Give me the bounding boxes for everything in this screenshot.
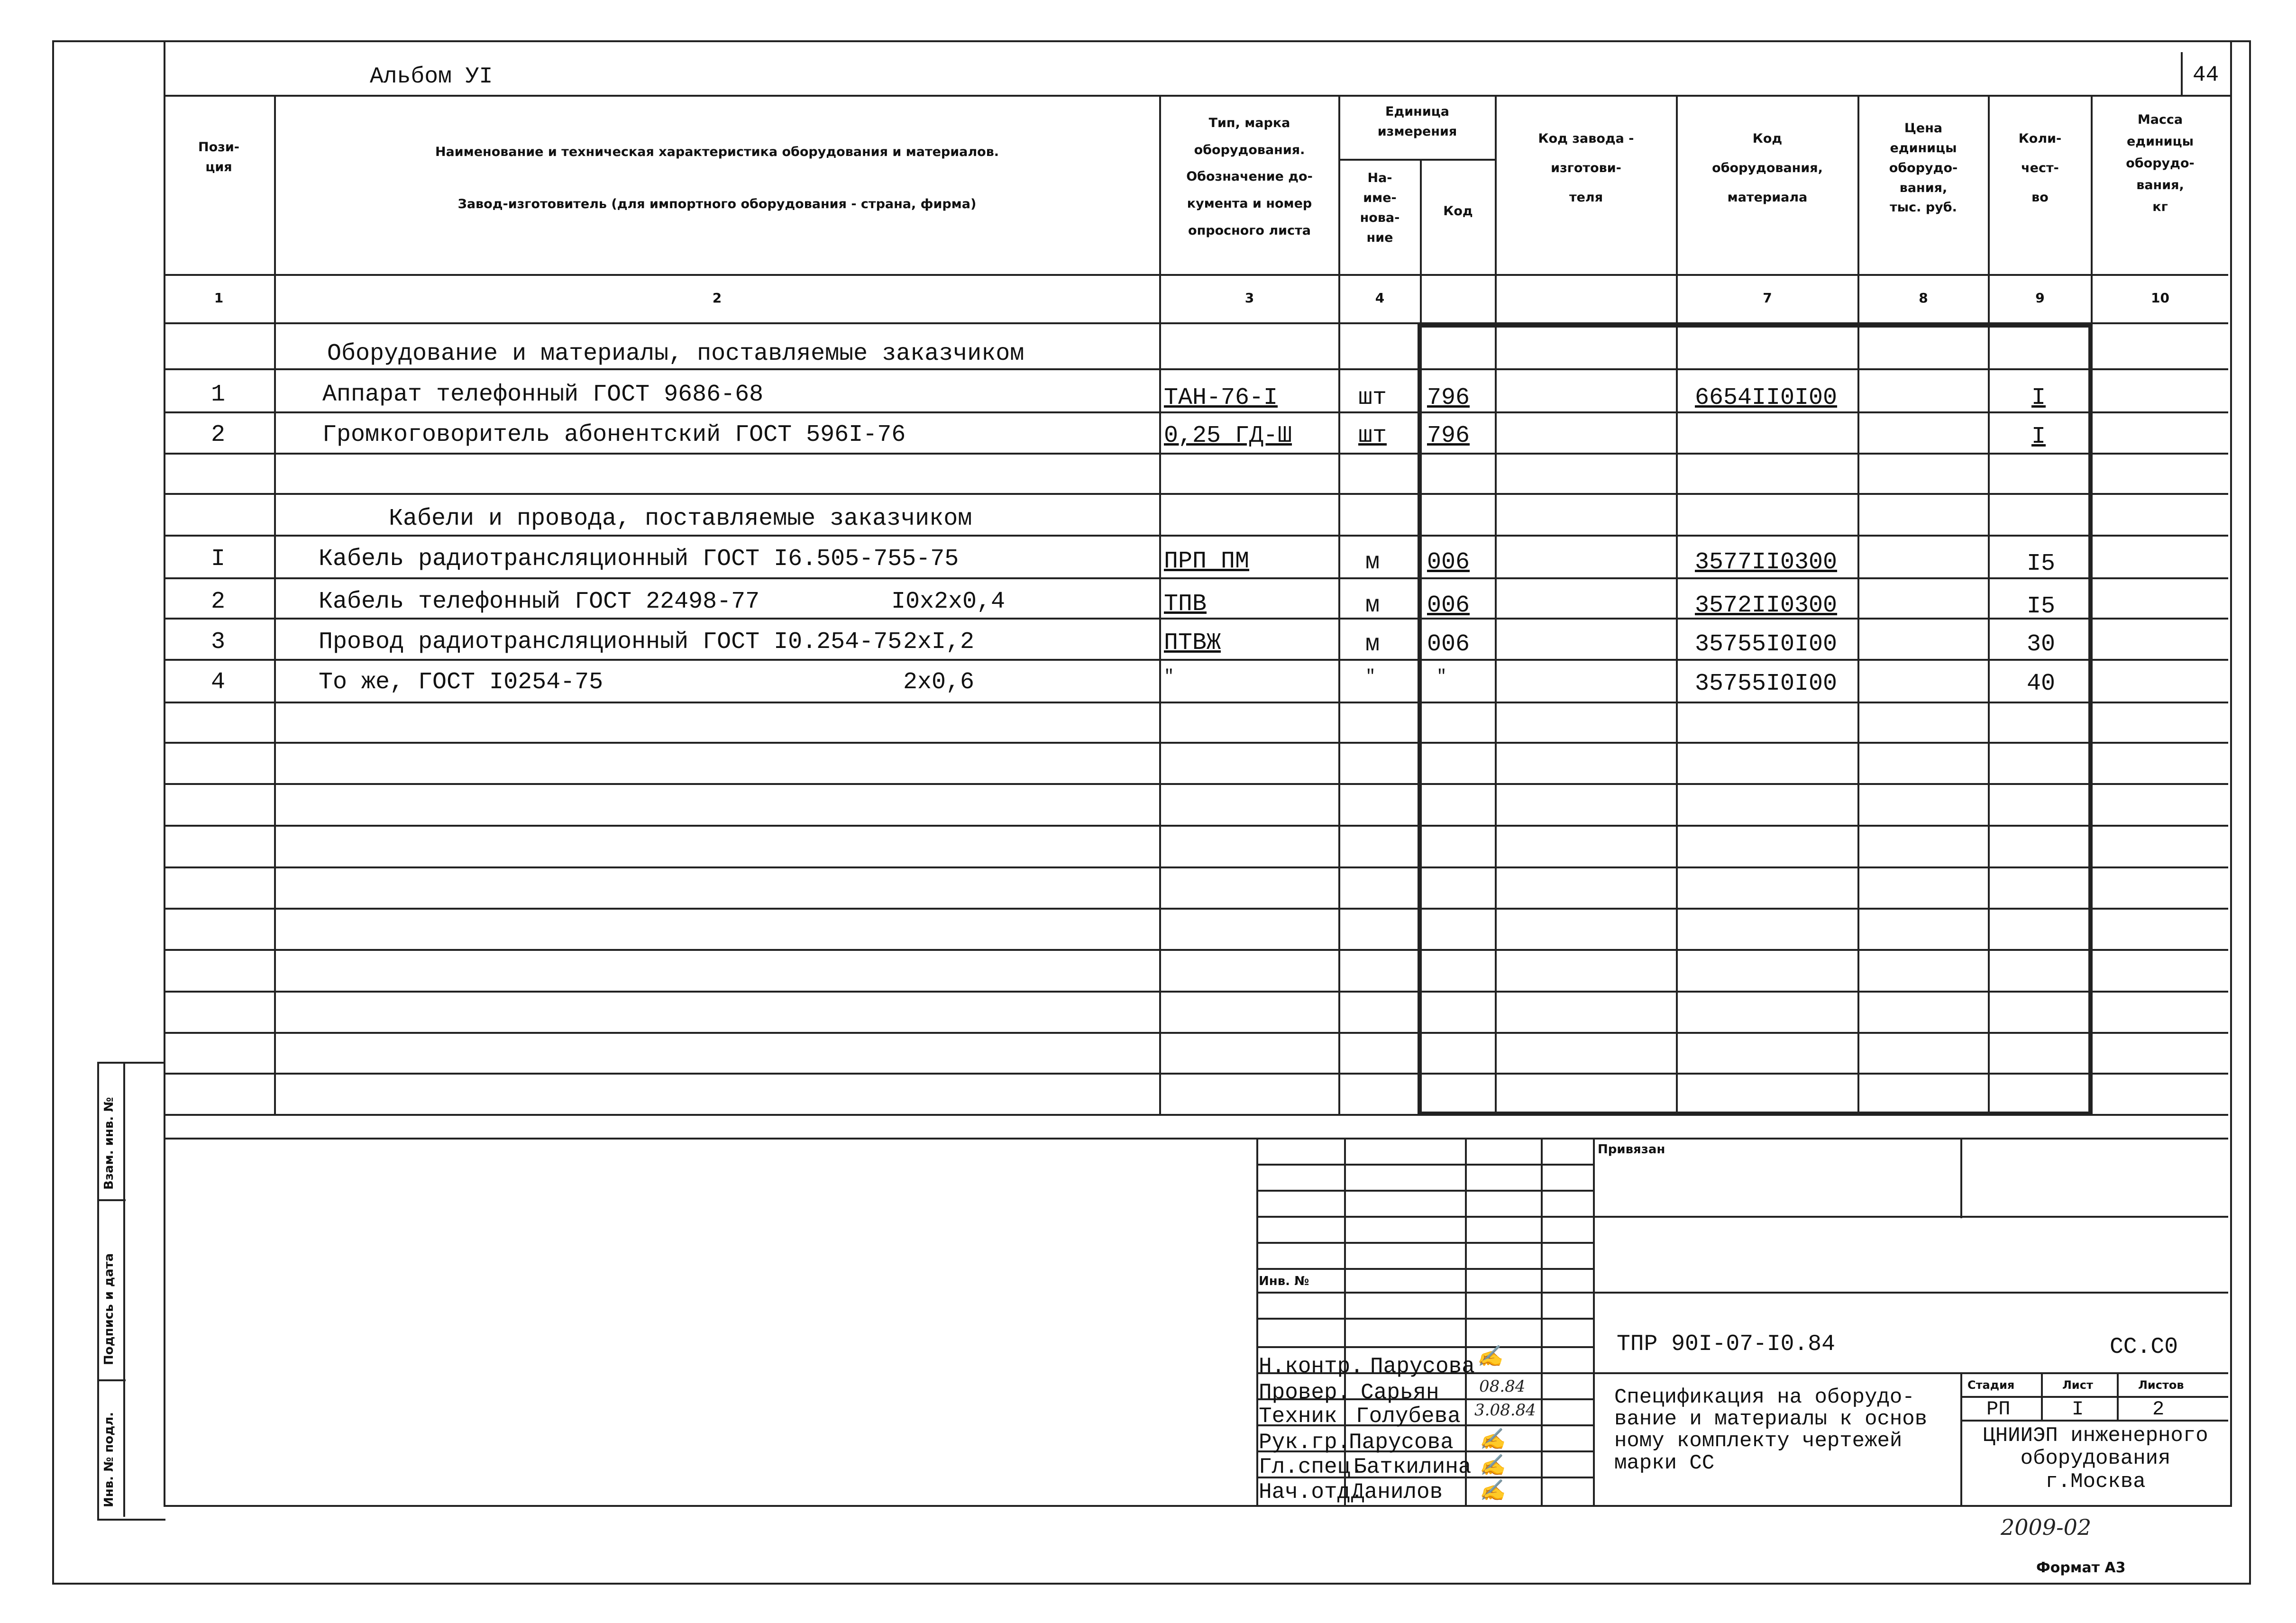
colnum-10: 10	[2151, 290, 2169, 306]
format-label: Формат А3	[2036, 1559, 2126, 1576]
header-name-line2: Завод-изготовитель (для импортного оборудования - страна, фирма)	[457, 197, 977, 211]
colnum-9: 9	[2035, 290, 2045, 306]
col-line-6	[1676, 95, 1678, 1114]
row-unit: м	[1365, 592, 1380, 619]
header-mass: Масса единицы оборудо- вания, кг	[2126, 112, 2195, 214]
organization: ЦНИИЭП инженерного оборудования г.Москва	[1983, 1424, 2208, 1494]
header-name-line1: Наименование и техническая характеристика оборудования и материалов.	[435, 145, 999, 159]
binding-strip-line	[97, 1199, 126, 1201]
row-type: ТАН-76-I	[1164, 384, 1278, 411]
row-unit-code: "	[1436, 667, 1447, 686]
signer-name: Парусова	[1349, 1430, 1454, 1455]
header-plant-code: Код завода - изготови- теля	[1538, 131, 1634, 205]
table-top	[164, 95, 2228, 97]
binding-strip-divider	[123, 1062, 125, 1517]
row-line	[164, 908, 2228, 910]
row-line	[164, 1114, 2228, 1116]
row-qty: I5	[2027, 550, 2056, 577]
signature-mark: ✍	[1477, 1344, 1503, 1368]
row-name: Громкоговоритель абонентский ГОСТ 596I-76	[322, 421, 906, 448]
colnum-4: 4	[1375, 290, 1385, 306]
sheets-label: Листов	[2138, 1378, 2184, 1392]
tb-h	[1256, 1216, 2228, 1218]
row-equip-code: 3572II0300	[1695, 592, 1838, 619]
row-line	[164, 411, 2228, 413]
header-equip-code: Код оборудования, материала	[1712, 131, 1823, 205]
row-line	[164, 1073, 2228, 1075]
project-code: ТПР 90I-07-I0.84	[1617, 1331, 1835, 1357]
role-label: Н.контр.	[1259, 1354, 1363, 1379]
handwritten-number: 2009-02	[2001, 1514, 2092, 1540]
row-equip-code: 3577II0300	[1695, 549, 1838, 576]
header-unit-code: Код	[1443, 204, 1473, 219]
signer-name: Баткилина	[1354, 1455, 1472, 1479]
row-qty: I	[2031, 384, 2046, 411]
row-line	[164, 618, 2228, 620]
row-line	[164, 825, 2228, 827]
row-line	[164, 783, 2228, 785]
sheet-number: 44	[2193, 63, 2219, 87]
row-type: 0,25 ГД-Ш	[1164, 422, 1292, 449]
inv-label: Инв. №	[1259, 1274, 1309, 1288]
colnum-8: 8	[1919, 290, 1928, 306]
role-label: Рук.гр.	[1259, 1430, 1351, 1455]
signature-date: 3.08.84	[1474, 1401, 1536, 1420]
row-equip-code: 35755I0I00	[1695, 670, 1838, 697]
sheets-value: 2	[2152, 1398, 2165, 1421]
col-line-3	[1338, 95, 1340, 1114]
col-line-8	[1988, 95, 1990, 1114]
colnum-7: 7	[1763, 290, 1772, 306]
header-qty: Коли- чест- во	[2018, 131, 2062, 205]
colnum-1: 1	[214, 290, 224, 306]
side-inv-podl-label: Инв. № подл.	[102, 1412, 116, 1507]
section-heading-equipment: Оборудование и материалы, поставляемые заказчиком	[327, 340, 1025, 367]
row-name: Кабель радиотрансляционный ГОСТ I6.505-755-75	[319, 546, 959, 573]
row-equip-code: 35755I0I00	[1695, 631, 1838, 658]
header-unit-name: На- име- нова- ние	[1360, 171, 1400, 245]
album-title: Альбом УI	[370, 64, 493, 90]
row-name: Кабель телефонный ГОСТ 22498-77	[319, 588, 760, 615]
row-line	[164, 866, 2228, 868]
row-line	[164, 742, 2228, 744]
row-position: 2	[211, 588, 226, 615]
row-equip-code: 6654II0I00	[1695, 384, 1838, 411]
tb-v	[2117, 1372, 2119, 1420]
tb-h	[1256, 1190, 1593, 1192]
tb-v	[2041, 1372, 2043, 1420]
col-line-9-thick	[2088, 322, 2093, 1114]
row-position: I	[211, 546, 226, 573]
sheet-value: I	[2072, 1398, 2084, 1421]
row-qty: 30	[2027, 631, 2056, 658]
mark-code: СС.С0	[2110, 1334, 2178, 1360]
colnum-3: 3	[1244, 290, 1254, 306]
signer-name: Парусова	[1370, 1354, 1475, 1379]
row-unit: шт	[1358, 422, 1387, 449]
privyazan-label: Привязан	[1598, 1142, 1665, 1157]
unit-group-line	[1338, 159, 1495, 161]
role-label: Техник	[1259, 1404, 1337, 1429]
row-unit-code: 006	[1427, 592, 1470, 619]
signature-mark: ✍	[1479, 1453, 1505, 1477]
row-line	[164, 991, 2228, 993]
tb-h	[1256, 1292, 2228, 1294]
header-type: Тип, марка оборудования. Обозначение до- кумента и номер опросного листа	[1186, 116, 1313, 238]
role-label: Провер.	[1259, 1380, 1351, 1405]
row-unit-code: 796	[1427, 422, 1470, 449]
row-name: Аппарат телефонный ГОСТ 9686-68	[322, 381, 764, 408]
row-type: ПРП ПМ	[1164, 548, 1250, 575]
thick-top	[1418, 324, 2093, 328]
row-qty: 40	[2027, 670, 2056, 697]
row-line	[164, 1032, 2228, 1034]
row-spec: 2xI,2	[903, 629, 975, 656]
header-bottom	[164, 274, 2228, 276]
col-line-5	[1495, 95, 1497, 1114]
row-unit-code: 006	[1427, 549, 1470, 576]
col-line-7	[1857, 95, 1859, 1114]
role-label: Гл.спец.	[1259, 1455, 1363, 1479]
stage-label: Стадия	[1967, 1378, 2015, 1392]
tb-v	[1541, 1138, 1543, 1505]
row-unit: "	[1365, 667, 1376, 686]
row-name: То же, ГОСТ I0254-75	[319, 669, 604, 696]
signer-name: Сарьян	[1361, 1380, 1439, 1405]
tb-h	[1256, 1346, 1593, 1348]
stage-value: РП	[1986, 1398, 2011, 1421]
row-line	[164, 493, 2228, 495]
header-unit-group: Единица измерения	[1377, 104, 1457, 139]
header-position: Пози- ция	[198, 140, 239, 174]
tb-v	[1465, 1138, 1467, 1505]
row-type: ПТВЖ	[1164, 629, 1221, 656]
row-unit: шт	[1358, 384, 1387, 411]
row-unit: м	[1365, 631, 1380, 658]
row-line	[164, 702, 2228, 703]
row-qty: I	[2031, 423, 2046, 450]
tb-h	[1256, 1318, 1593, 1320]
header-price: Цена единицы оборудо- вания, тыс. руб.	[1889, 121, 1958, 215]
tb-v	[1960, 1372, 1962, 1505]
col-line-4-thick	[1418, 322, 1422, 1114]
role-label: Нач.отд.	[1259, 1480, 1363, 1504]
row-line	[164, 453, 2228, 455]
row-type: ТПВ	[1164, 591, 1207, 618]
signature-mark: ✍	[1479, 1427, 1505, 1451]
row-unit: м	[1365, 549, 1380, 576]
row-position: 4	[211, 669, 226, 696]
row-position: 3	[211, 629, 226, 656]
row-line	[164, 659, 2228, 661]
tb-h	[1256, 1268, 1593, 1270]
row-position: 2	[211, 421, 226, 448]
signature-date: 08.84	[1479, 1377, 1526, 1396]
colnum-2: 2	[712, 290, 722, 306]
row-line	[164, 577, 2228, 579]
signer-name: Голубева	[1356, 1404, 1461, 1429]
tb-h	[1256, 1242, 1593, 1244]
col-line-2	[1159, 95, 1161, 1114]
row-line	[164, 535, 2228, 537]
row-name: Провод радиотрансляционный ГОСТ I0.254-75	[319, 629, 902, 656]
row-line	[164, 368, 2228, 370]
side-vzam-label: Взам. инв. №	[102, 1097, 116, 1190]
tb-h	[1256, 1164, 1593, 1166]
tb-v	[1593, 1138, 1595, 1505]
row-line	[164, 949, 2228, 951]
signer-name: Данилов	[1351, 1480, 1443, 1504]
row-qty: I5	[2027, 593, 2056, 620]
row-type: "	[1164, 667, 1174, 686]
row-position: 1	[211, 381, 226, 408]
row-unit-code: 006	[1427, 631, 1470, 658]
signature-mark: ✍	[1479, 1478, 1505, 1503]
col-line-1	[274, 95, 276, 1114]
tb-v	[1960, 1138, 1962, 1218]
row-unit-code: 796	[1427, 384, 1470, 411]
document-title: Спецификация на оборудо- вание и материалы к основ ному комплекту чертежей марки СС	[1614, 1386, 1928, 1475]
row-spec: I0x2x0,4	[891, 588, 1006, 615]
section-heading-cables: Кабели и провода, поставляемые заказчиком	[389, 505, 972, 532]
row-spec: 2x0,6	[903, 669, 975, 696]
binding-strip-line	[97, 1379, 126, 1381]
side-podpis-label: Подпись и дата	[102, 1253, 116, 1365]
sheet-label: Лист	[2062, 1378, 2093, 1392]
